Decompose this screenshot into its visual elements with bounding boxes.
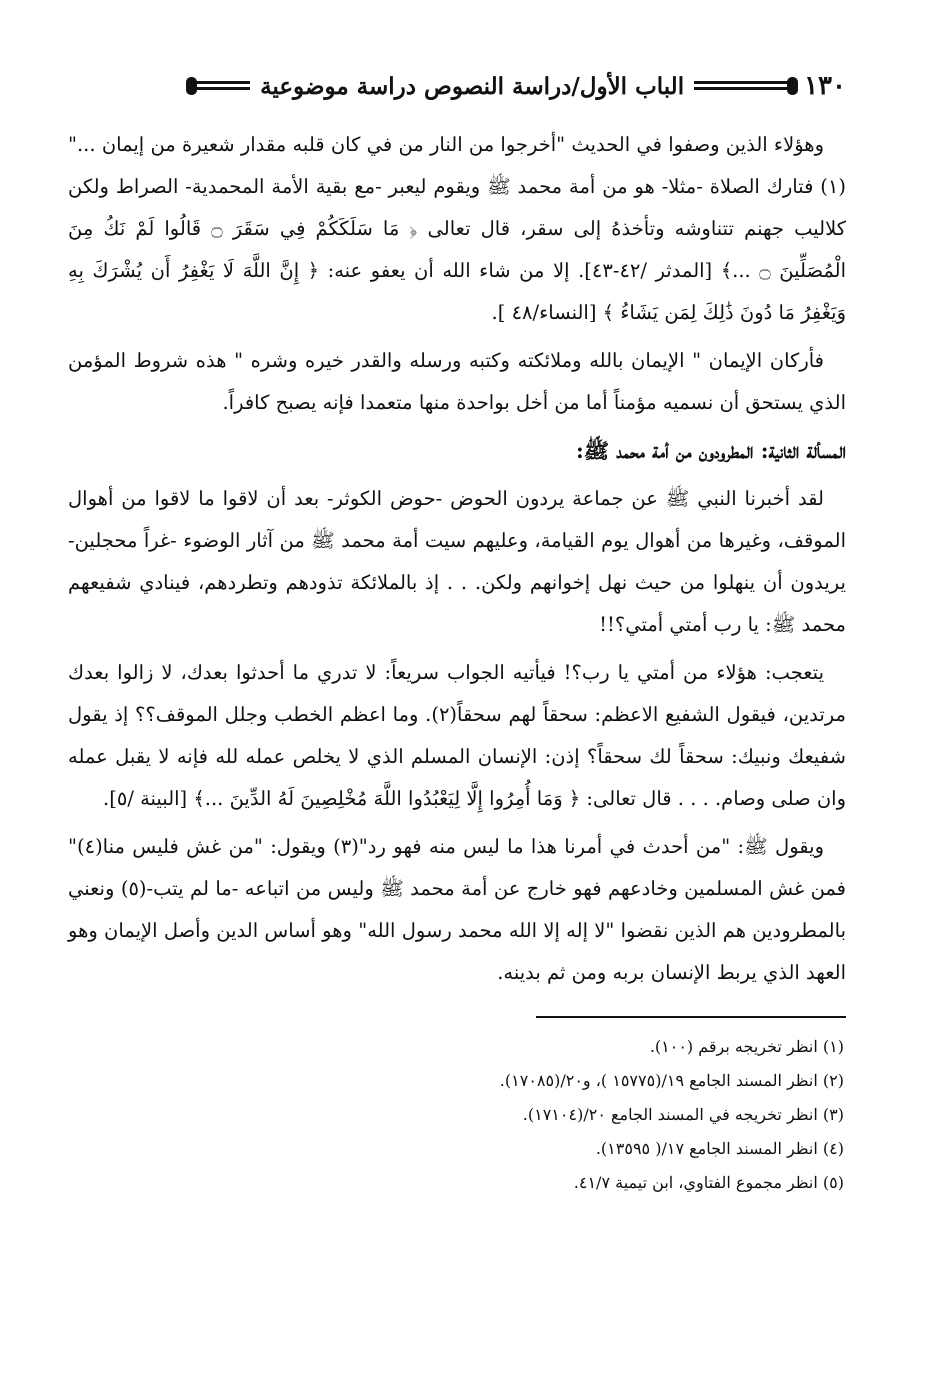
footnote: (٢) انظر المسند الجامع ١٩/(١٥٧٧٥ )، و٢٠/(١٧٠٨٥).	[499, 1071, 844, 1090]
page-header	[68, 62, 846, 110]
paragraph: وهؤلاء الذين وصفوا في الحديث "أخرجوا من النار من في كان قلبه مقدار شعيرة من إيمان ..."(١) فتارك الصلاة -مثلا- هو من أمة محمد ﷺ ويقوم ليعبر -مع بقية الأمة المحمدية- الصراط ولكن كلاليب جهنم تتناوشه وتأخذهُ إلى سقر، قال تعالى ﴿ مَا سَلَكَكُمْ فِي سَقَرَ ۝ قَالُوا لَمْ نَكُ مِنَ الْمُصَلِّينَ ۝ ...﴾ [المدثر /٤٢-٤٣]. إلا من شاء الله أن يعفو عنه: ﴿ إِنَّ اللَّهَ لَا يَغْفِرُ أَن يُشْرَكَ بِهِ وَيَغْفِرُ مَا دُونَ ذَٰلِكَ لِمَن يَشَاءُ ﴾ [النساء/٤٨ ].	[68, 133, 846, 324]
page-number: ١٣٠	[804, 71, 846, 101]
book-page	[68, 62, 846, 1200]
paragraph: يتعجب: هؤلاء من أمتي يا رب؟! فيأتيه الجواب سريعاً: لا تدري ما أحدثوا بعدك، لا زالوا بعدك مرتدين، فيقول الشفيع الاعظم: سحقاً لهم سحقاً(٢). وما اعظم الخطب وجلل الموقف؟؟ إذ يقول شفيعك ونبيك: سحقاً لك سحقاً؟ إذن: الإنسان المسلم الذي لا يخلص عمله لله فإنه لا يقبل عمله وان صلى وصام. . . . قال تعالى: ﴿ وَمَا أُمِرُوا إِلَّا لِيَعْبُدُوا اللَّهَ مُخْلِصِينَ لَهُ الدِّينَ ...﴾ [البينة /٥].	[68, 661, 847, 810]
footnote: (١) انظر تخريجه برقم (١٠٠).	[649, 1037, 844, 1056]
footnote: (٥) انظر مجموع الفتاوي، ابن تيمية ٤١/٧.	[573, 1173, 844, 1192]
footnote: (٤) انظر المسند الجامع ١٧/( ١٣٥٩٥).	[595, 1139, 844, 1158]
footnote: (٣) انظر تخريجه في المسند الجامع ٢٠/(١٧١٠٤).	[522, 1105, 844, 1124]
footnotes	[68, 1030, 846, 1200]
paragraph: ويقول ﷺ: "من أحدث في أمرنا هذا ما ليس منه فهو رد"(٣) ويقول: "من غش فليس منا(٤)" فمن غش المسلمين وخادعهم فهو خارج عن أمة محمد ﷺ وليس من اتباعه -ما لم يتب-(٥) ونعني بالمطرودين هم الذين نقضوا "لا إله إلا الله محمد رسول الله" وهو أساس الدين وأصل الإيمان وهو العهد الذي يربط الإنسان بربه ومن ثم بدينه.	[68, 835, 847, 984]
header-ornament-right	[694, 79, 794, 93]
running-title: الباب الأول/دراسة النصوص دراسة موضوعية	[260, 72, 685, 100]
header-ornament-left	[190, 79, 250, 93]
section-heading: المسألة الثانية: المطرودون من أمة محمد ﷺ:	[575, 438, 846, 463]
footnote-separator	[536, 1016, 846, 1018]
main-text	[68, 124, 846, 994]
paragraph: فأركان الإيمان " الإيمان بالله وملائكته وكتبه ورسله والقدر خيره وشره " هذه شروط المؤمن الذي يستحق أن نسميه مؤمناً أما من أخل بواحدة منها متعمدا فإنه يصبح كافراً.	[68, 349, 846, 414]
paragraph: لقد أخبرنا النبي ﷺ عن جماعة يردون الحوض -حوض الكوثر- بعد أن لاقوا ما لاقوا من أهوال الموقف، وغيرها من أهوال يوم القيامة، وعليهم سيت أمة محمد ﷺ من آثار الوضوء -غراً محجلين- يريدون أن ينهلوا من حيث نهل إخوانهم ولكن. . . إذ بالملائكة تذودهم وتطردهم، فينادي شفيعهم محمد ﷺ: يا رب أمتي أمتي؟!!	[68, 487, 846, 636]
